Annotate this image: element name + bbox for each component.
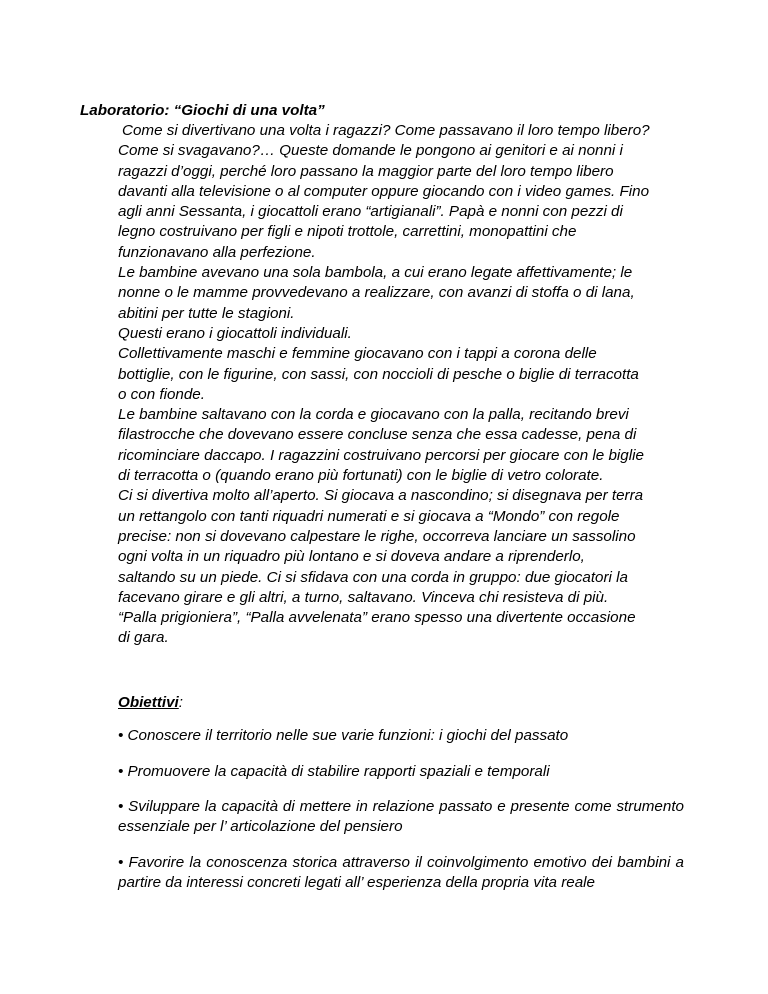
objective-item: • Sviluppare la capacità di mettere in relazione passato e presente come strumento essenziale per l’ articolazione del pensiero	[118, 798, 684, 836]
document-title: Laboratorio: “Giochi di una volta”	[80, 102, 325, 119]
intro-line: Questi erano i giocattoli individuali.	[118, 324, 352, 342]
objectives-heading-label: Obiettivi	[118, 694, 179, 711]
intro-line: Ci si divertiva molto all’aperto. Si giocava a nascondino; si disegnava per terra	[118, 487, 644, 505]
intro-line: un rettangolo con tanti riquadri numerati e si giocava a “Mondo” con regole	[118, 507, 620, 525]
intro-line: bottiglie, con le figurine, con sassi, con noccioli di pesche o biglie di terracotta	[118, 365, 639, 383]
objective-item: • Favorire la conoscenza storica attraverso il coinvolgimento emotivo dei bambini a partire da interessi concreti legati all’ esperienza della propria vita reale	[118, 854, 684, 892]
objectives-heading	[118, 693, 183, 713]
intro-line: legno costruivano per figli e nipoti trottole, carrettini, monopattini che	[118, 223, 577, 241]
intro-line: ragazzi d’oggi, perché loro passano la maggior parte del loro tempo libero	[118, 162, 614, 180]
intro-line: “Palla prigioniera”, “Palla avvelenata” erano spesso una divertente occasione	[118, 609, 636, 627]
intro-line: agli anni Sessanta, i giocattoli erano “artigianali”. Papà e nonni con pezzi di	[118, 203, 623, 221]
intro-line: o con fionde.	[118, 385, 205, 403]
intro-line: ogni volta in un riquadro più lontano e si doveva andare a riprenderlo,	[118, 548, 585, 566]
objectives-heading-colon: :	[178, 694, 183, 711]
intro-line: Come si svagavano?… Queste domande le pongono ai genitori e ai nonni i	[118, 142, 623, 160]
objective-item: • Promuovere la capacità di stabilire rapporti spaziali e temporali	[118, 763, 550, 780]
intro-line: funzionavano alla perfezione.	[118, 243, 316, 261]
intro-line: nonne o le mamme provvedevano a realizzare, con avanzi di stoffa o di lana,	[118, 284, 635, 302]
objective-item: • Conoscere il territorio nelle sue varie funzioni: i giochi del passato	[118, 727, 569, 744]
intro-text	[118, 121, 706, 649]
intro-line: facevano girare e gli altri, a turno, saltavano. Vinceva chi resisteva di più.	[118, 588, 609, 606]
intro-line: saltando su un piede. Ci si sfidava con una corda in gruppo: due giocatori la	[118, 568, 628, 586]
intro-line: davanti alla televisione o al computer oppure giocando con i video games. Fino	[118, 182, 650, 200]
intro-line: precise: non si dovevano calpestare le righe, occorreva lanciare un sassolino	[118, 527, 636, 545]
intro-line: Le bambine saltavano con la corda e giocavano con la palla, recitando brevi	[118, 406, 629, 424]
intro-line: Come si divertivano una volta i ragazzi? Come passavano il loro tempo libero?	[122, 122, 650, 139]
intro-line: abitini per tutte le stagioni.	[118, 304, 295, 322]
intro-line: Collettivamente maschi e femmine giocavano con i tappi a corona delle	[118, 345, 597, 363]
intro-line: Le bambine avevano una sola bambola, a cui erano legate affettivamente; le	[118, 264, 633, 282]
intro-line: di gara.	[118, 629, 169, 647]
intro-line: filastrocche che dovevano essere concluse senza che essa cadesse, pena di	[118, 426, 637, 444]
intro-line: ricominciare daccapo. I ragazzini costruivano percorsi per giocare con le biglie	[118, 446, 644, 464]
intro-line: di terracotta o (quando erano più fortunati) con le biglie di vetro colorate.	[118, 467, 604, 485]
